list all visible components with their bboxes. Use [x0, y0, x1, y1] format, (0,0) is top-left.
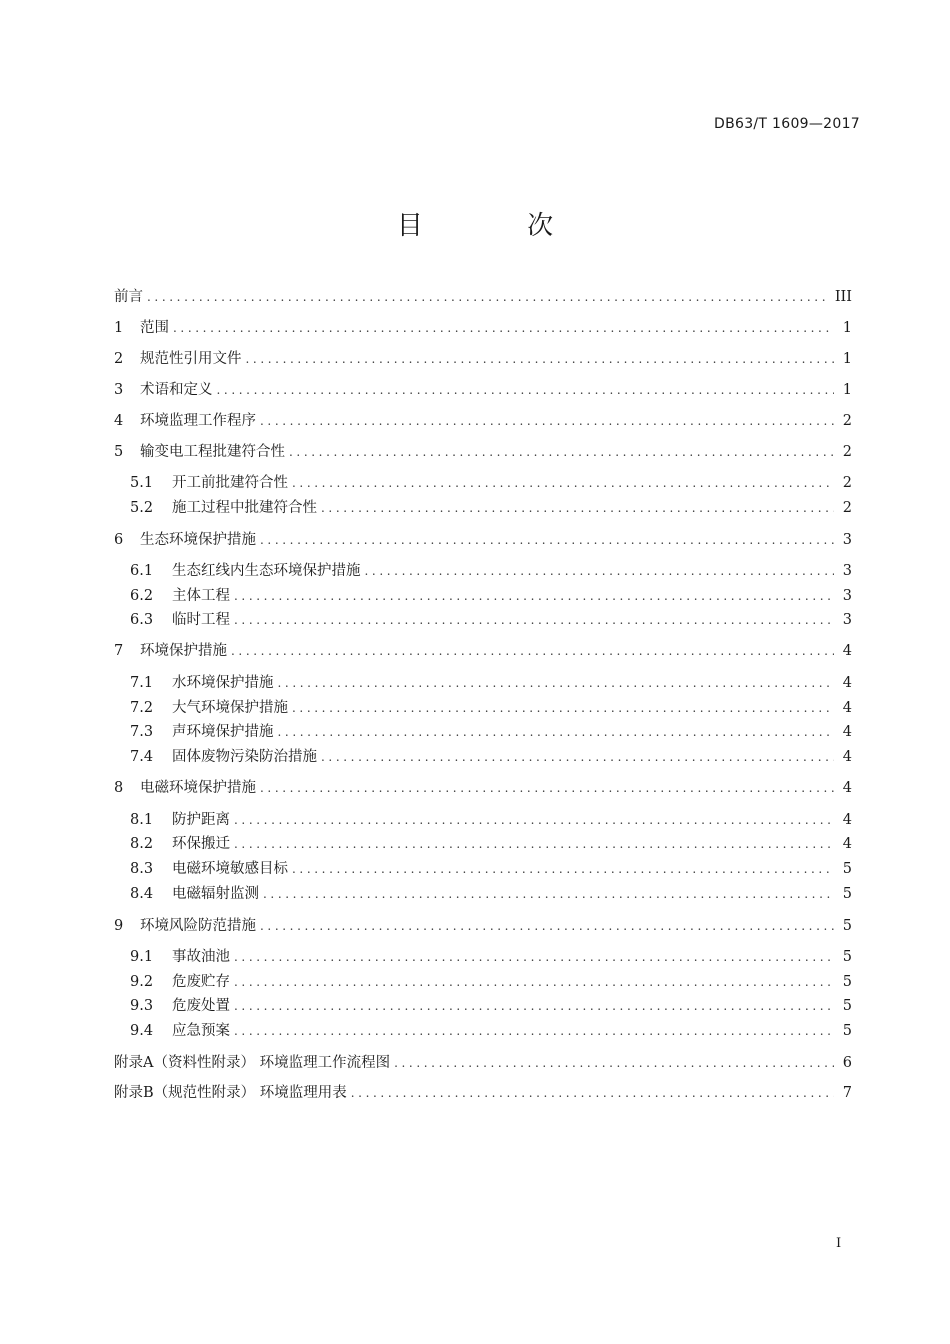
toc-dot-leader — [321, 747, 834, 767]
toc-entry[interactable] — [130, 673, 852, 693]
toc-entry-number: 6.2 — [130, 588, 154, 604]
toc-dot-leader — [173, 318, 834, 338]
toc-dot-leader — [278, 673, 835, 693]
toc-entry-page: 1 — [842, 382, 852, 398]
toc-entry-number: 9.4 — [130, 1023, 154, 1039]
toc-entry-title: 规范性引用文件 — [140, 351, 242, 367]
toc-entry-page: 3 — [842, 612, 852, 628]
toc-entry-number: 8.1 — [130, 812, 154, 828]
toc-entry-title: 危废贮存 — [172, 974, 230, 990]
toc-entry-page: 4 — [842, 675, 852, 691]
toc-entry-page: 5 — [842, 998, 852, 1014]
toc-entry[interactable] — [130, 996, 852, 1016]
toc-entry[interactable] — [114, 641, 852, 661]
toc-entry-title: 事故油池 — [172, 949, 230, 965]
toc-dot-leader — [234, 972, 834, 992]
toc-entry-number: 9.1 — [130, 949, 154, 965]
toc-entry-page: 5 — [842, 861, 852, 877]
toc-entry-number: 2 — [114, 351, 124, 367]
toc-dot-leader — [234, 996, 834, 1016]
toc-entry[interactable] — [130, 722, 852, 742]
toc-entry-page: 7 — [842, 1085, 852, 1101]
toc-entry[interactable] — [130, 972, 852, 992]
toc-entry[interactable] — [130, 810, 852, 830]
toc-entry-number: 9 — [114, 918, 124, 934]
toc-dot-leader — [278, 722, 835, 742]
toc-entry-number: 1 — [114, 320, 124, 336]
toc-dot-leader — [234, 586, 834, 606]
toc-entry[interactable] — [130, 947, 852, 967]
toc-dot-leader — [234, 810, 834, 830]
toc-entry-number: 5.1 — [130, 475, 154, 491]
toc-entry[interactable] — [130, 498, 852, 518]
toc-dot-leader — [217, 380, 835, 400]
toc-entry-page: 5 — [842, 949, 852, 965]
toc-entry-number: 7.3 — [130, 724, 154, 740]
toc-entry-title: 术语和定义 — [140, 382, 213, 398]
toc-entry-title: 环保搬迁 — [172, 836, 230, 852]
toc-entry-title: 前言 — [114, 289, 143, 305]
toc-entry-number: 8.2 — [130, 836, 154, 852]
toc-entry-number: 3 — [114, 382, 124, 398]
toc-entry-title: 主体工程 — [172, 588, 230, 604]
toc-dot-leader — [263, 884, 834, 904]
page-number: I — [836, 1236, 842, 1251]
toc-entry-title: 输变电工程批建符合性 — [140, 444, 285, 460]
toc-entry[interactable] — [114, 530, 852, 550]
toc-entry[interactable] — [130, 747, 852, 767]
toc-dot-leader — [260, 530, 834, 550]
toc-entry-title: 声环境保护措施 — [172, 724, 274, 740]
toc-entry[interactable] — [114, 1083, 852, 1103]
toc-entry[interactable] — [114, 411, 852, 431]
toc-entry-page: 4 — [842, 700, 852, 716]
toc-dot-leader — [321, 498, 834, 518]
toc-entry-title: 水环境保护措施 — [172, 675, 274, 691]
toc-dot-leader — [365, 561, 835, 581]
toc-entry-page: 3 — [842, 563, 852, 579]
toc-dot-leader — [394, 1053, 834, 1073]
toc-entry-title: 附录A（资料性附录） 环境监理工作流程图 — [114, 1055, 391, 1071]
toc-entry-page: 5 — [842, 918, 852, 934]
toc-entry-number: 8.4 — [130, 886, 154, 902]
toc-entry-number: 7.4 — [130, 749, 154, 765]
toc-entry-title: 施工过程中批建符合性 — [172, 500, 317, 516]
toc-dot-leader — [289, 442, 834, 462]
toc-dot-leader — [234, 610, 834, 630]
toc-entry-number: 6 — [114, 532, 124, 548]
toc-entry-title: 范围 — [140, 320, 169, 336]
toc-entry-page: 5 — [842, 1023, 852, 1039]
toc-entry-number: 8 — [114, 780, 124, 796]
toc-entry-number: 9.3 — [130, 998, 154, 1014]
toc-entry-number: 6.3 — [130, 612, 154, 628]
toc-entry-number: 6.1 — [130, 563, 154, 579]
toc-entry[interactable] — [130, 586, 852, 606]
toc-entry-page: 4 — [842, 724, 852, 740]
toc-entry[interactable] — [114, 287, 852, 307]
toc-dot-leader — [234, 1021, 834, 1041]
toc-entry[interactable] — [114, 318, 852, 338]
toc-entry-page: III — [834, 289, 852, 305]
toc-entry-title: 生态环境保护措施 — [140, 532, 256, 548]
toc-dot-leader — [292, 859, 834, 879]
toc-entry-page: 3 — [842, 588, 852, 604]
toc-entry-title: 大气环境保护措施 — [172, 700, 288, 716]
toc-entry-title: 附录B（规范性附录） 环境监理用表 — [114, 1085, 347, 1101]
toc-dot-leader — [292, 698, 834, 718]
toc-entry-number: 9.2 — [130, 974, 154, 990]
toc-entry-number: 8.3 — [130, 861, 154, 877]
toc-dot-leader — [234, 834, 834, 854]
toc-entry[interactable] — [130, 859, 852, 879]
toc-entry-title: 临时工程 — [172, 612, 230, 628]
toc-entry-title: 危废处置 — [172, 998, 230, 1014]
toc-entry-number: 7.1 — [130, 675, 154, 691]
toc-dot-leader — [231, 641, 834, 661]
toc-dot-leader — [147, 287, 827, 307]
toc-entry-page: 1 — [842, 320, 852, 336]
toc-entry[interactable] — [130, 698, 852, 718]
toc-dot-leader — [292, 473, 834, 493]
toc-dot-leader — [260, 411, 834, 431]
toc-entry-page: 5 — [842, 974, 852, 990]
toc-dot-leader — [234, 947, 834, 967]
toc-entry[interactable] — [114, 349, 852, 369]
toc-entry-page: 3 — [842, 532, 852, 548]
toc-entry[interactable] — [130, 610, 852, 630]
toc-entry-number: 5.2 — [130, 500, 154, 516]
toc-entry-page: 2 — [842, 500, 852, 516]
toc-entry[interactable] — [130, 473, 852, 493]
toc-dot-leader — [260, 778, 834, 798]
toc-entry-page: 1 — [842, 351, 852, 367]
toc-entry[interactable] — [130, 1021, 852, 1041]
toc-entry[interactable] — [114, 380, 852, 400]
toc-entry-title: 防护距离 — [172, 812, 230, 828]
toc-entry-title: 电磁环境保护措施 — [140, 780, 256, 796]
toc-entry[interactable] — [130, 884, 852, 904]
page-title: 目 次 — [396, 211, 602, 241]
toc-entry-page: 2 — [842, 413, 852, 429]
toc-entry-page: 5 — [842, 886, 852, 902]
toc-entry-page: 4 — [842, 836, 852, 852]
toc-entry-page: 4 — [842, 812, 852, 828]
toc-entry-title: 生态红线内生态环境保护措施 — [172, 563, 361, 579]
toc-entry-number: 7.2 — [130, 700, 154, 716]
toc-entry[interactable] — [114, 1053, 852, 1073]
toc-entry-page: 2 — [842, 475, 852, 491]
toc-entry-title: 电磁辐射监测 — [172, 886, 259, 902]
toc-dot-leader — [246, 349, 835, 369]
toc-entry-title: 电磁环境敏感目标 — [172, 861, 288, 877]
toc-entry[interactable] — [114, 442, 852, 462]
toc-entry-title: 应急预案 — [172, 1023, 230, 1039]
toc-entry-title: 开工前批建符合性 — [172, 475, 288, 491]
toc-entry-page: 4 — [842, 643, 852, 659]
toc-dot-leader — [351, 1083, 834, 1103]
toc-entry-title: 环境风险防范措施 — [140, 918, 256, 934]
toc-dot-leader — [260, 916, 834, 936]
toc-entry-page: 4 — [842, 780, 852, 796]
document-code: DB63/T 1609—2017 — [714, 116, 860, 132]
toc-entry-page: 2 — [842, 444, 852, 460]
toc-entry[interactable] — [114, 778, 852, 798]
toc-entry-page: 4 — [842, 749, 852, 765]
toc-entry[interactable] — [130, 561, 852, 581]
toc-entry[interactable] — [130, 834, 852, 854]
toc-entry[interactable] — [114, 916, 852, 936]
toc-entry-title: 环境保护措施 — [140, 643, 227, 659]
toc-entry-title: 环境监理工作程序 — [140, 413, 256, 429]
toc-entry-number: 5 — [114, 444, 124, 460]
toc-entry-page: 6 — [842, 1055, 852, 1071]
toc-entry-title: 固体废物污染防治措施 — [172, 749, 317, 765]
toc-entry-number: 4 — [114, 413, 124, 429]
toc-entry-number: 7 — [114, 643, 124, 659]
